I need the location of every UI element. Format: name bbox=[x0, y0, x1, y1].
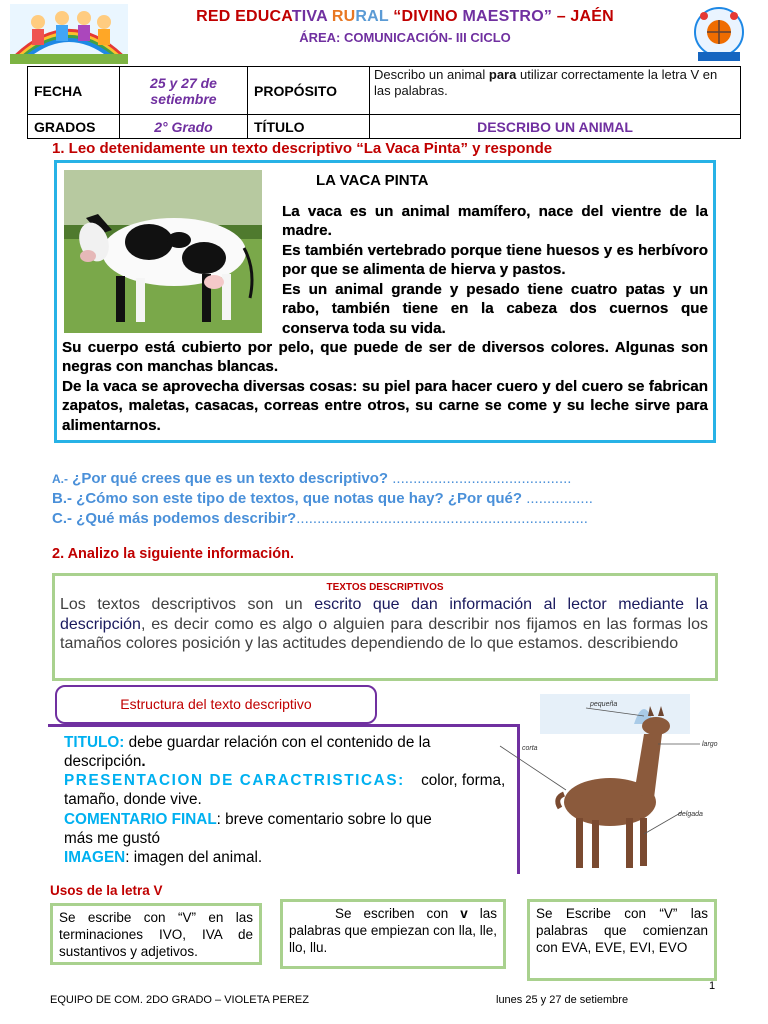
structure-titulo-cont bbox=[64, 752, 496, 771]
footer-author: EQUIPO DE COM. 2DO GRADO – VIOLETA PEREZ bbox=[50, 994, 309, 1006]
title-part: RU bbox=[331, 8, 356, 25]
answer-dots[interactable]: ........................................... bbox=[392, 470, 572, 487]
question-letter: A.- bbox=[52, 472, 68, 486]
page-number: 1 bbox=[709, 980, 716, 992]
title-part: “DIVINO bbox=[393, 8, 463, 25]
answer-dots[interactable]: ................ bbox=[526, 490, 593, 507]
answer-dots[interactable]: ...................................................................... bbox=[296, 510, 588, 527]
question-a bbox=[52, 470, 571, 487]
structure-presentacion-cont: tamaño, donde vive. bbox=[64, 791, 202, 808]
titulo-label: TÍTULO bbox=[248, 115, 370, 139]
keyword-comentario: COMENTARIO FINAL bbox=[64, 811, 217, 828]
keyword-titulo: TITULO: bbox=[64, 734, 125, 751]
imagen-desc: : imagen del animal. bbox=[125, 849, 263, 866]
title-part: MAESTRO” bbox=[462, 8, 553, 25]
titulo-desc: debe guardar relación con el contenido de la bbox=[124, 734, 431, 751]
info-text-a: Los textos descriptivos son un bbox=[60, 596, 315, 613]
footer-date: lunes 25 y 27 de setiembre bbox=[496, 994, 629, 1006]
info-box-title: TEXTOS DESCRIPTIVOS bbox=[326, 582, 444, 593]
cow-photo-image bbox=[64, 170, 262, 333]
grados-value: 2° Grado bbox=[120, 115, 248, 139]
question-letter: C.- bbox=[52, 510, 72, 527]
lesson-info-table bbox=[27, 66, 741, 139]
title-part: RED bbox=[196, 8, 236, 25]
question-c bbox=[52, 510, 588, 527]
network-title bbox=[130, 8, 680, 26]
uso-bold-v: v bbox=[460, 906, 468, 921]
proposito-label: PROPÓSITO bbox=[248, 67, 370, 115]
area-subtitle: ÁREA: COMUNICACIÓN- III CICLO bbox=[299, 30, 511, 45]
fecha-label: FECHA bbox=[28, 67, 120, 115]
question-text: ¿Por qué crees que es un texto descriptivo? bbox=[68, 470, 393, 487]
uso-text: Se escriben con bbox=[335, 906, 461, 921]
fecha-value: 25 y 27 de setiembre bbox=[120, 67, 248, 115]
info-text-b: escrito que dan información al lector mediante la descripción bbox=[60, 596, 709, 633]
section1-heading: 1. Leo detenidamente un texto descriptivo “La Vaca Pinta” y responde bbox=[52, 140, 553, 157]
question-b bbox=[52, 490, 593, 507]
question-text: ¿Qué más podemos describir? bbox=[72, 510, 297, 527]
proposito-value bbox=[370, 67, 741, 115]
llama-label: pequeña bbox=[590, 701, 618, 708]
titulo-value: DESCRIBO UN ANIMAL bbox=[370, 115, 741, 139]
uso-box-lla bbox=[280, 899, 506, 969]
uso-box-ivo-iva: Se escribe con “V” en las terminaciones IVO, IVA de sustantivos y adjetivos. bbox=[50, 903, 262, 965]
keyword-imagen: IMAGEN bbox=[64, 849, 126, 866]
uso-box-eva: Se Escribe con “V” las palabras que comienzan con EVA, EVE, EVI, EVO bbox=[527, 899, 717, 981]
comentario-desc: : breve comentario sobre lo que bbox=[216, 811, 432, 828]
llama-label: largo bbox=[702, 741, 718, 748]
structure-callout-text: Estructura del texto descriptivo bbox=[120, 696, 312, 712]
title-part: RAL bbox=[355, 8, 394, 25]
title-part: – JAÉN bbox=[552, 8, 614, 25]
reading-paragraph: Es también vertebrado porque tiene huesos y es herbívoro por que se alimenta de hierva y pastos. bbox=[282, 242, 708, 279]
proposito-text: Describo un animal bbox=[374, 67, 489, 82]
structure-imagen bbox=[64, 848, 496, 867]
period: . bbox=[141, 753, 146, 770]
proposito-bold-word: para bbox=[488, 67, 517, 82]
title-part: EDUCA bbox=[235, 8, 292, 25]
structure-titulo bbox=[64, 733, 496, 752]
proposito-text-end: utilizar correctamente la letra V en las palabras. bbox=[374, 67, 718, 98]
title-part: TIVA bbox=[291, 8, 332, 25]
structure-comentario bbox=[64, 810, 496, 829]
keyword-presentacion: PRESENTACION DE CARACTRISTICAS: bbox=[64, 772, 405, 789]
reading-paragraph: De la vaca se aprovecha diversas cosas: su piel para hacer cuero y del cuero se fabrican zapatos, maletas, casacas, correas entre otros, su carne se come y su leche sirve para alimentarnos. bbox=[62, 378, 708, 434]
llama-image bbox=[494, 694, 734, 874]
question-text: ¿Cómo son este tipo de textos, que notas que hay? ¿Por qué? bbox=[72, 490, 527, 507]
llama-label: corta bbox=[522, 745, 538, 752]
grados-label: GRADOS bbox=[28, 115, 120, 139]
reading-paragraph: Es un animal grande y pesado tiene cuatro patas y un rabo, también tiene en la cabeza dos cuernos que conserva toda su vida. bbox=[282, 281, 708, 337]
titulo-desc-2: descripción bbox=[64, 753, 142, 770]
section2-heading: 2. Analizo la siguiente información. bbox=[52, 546, 294, 562]
info-box-text bbox=[60, 595, 708, 654]
school-crest-logo-image bbox=[686, 4, 752, 64]
reading-title: LA VACA PINTA bbox=[316, 172, 429, 189]
info-text-c: , es decir como es algo o alguien para describir nos fijamos en las formas los tamaños colores posición y las actitudes dependiendo de lo que estamos. describiendo bbox=[60, 615, 708, 652]
usos-heading: Usos de la letra V bbox=[50, 883, 163, 898]
structure-comentario-cont: más me gustó bbox=[64, 830, 161, 847]
presentacion-desc: color, forma, bbox=[416, 772, 506, 789]
structure-presentacion bbox=[64, 771, 506, 790]
llama-label: delgada bbox=[678, 811, 703, 818]
reading-paragraph: Su cuerpo está cubierto por pelo, que puede de ser de diversos colores. Algunas son negras con manchas blancas. bbox=[62, 339, 708, 376]
question-letter: B.- bbox=[52, 490, 72, 507]
school-logo-children-image bbox=[10, 4, 128, 64]
uso-text-end: las palabras que empiezan con lla, lle, llo, llu. bbox=[289, 906, 498, 955]
reading-paragraph: La vaca es un animal mamífero, nace del vientre de la madre. bbox=[282, 203, 708, 240]
